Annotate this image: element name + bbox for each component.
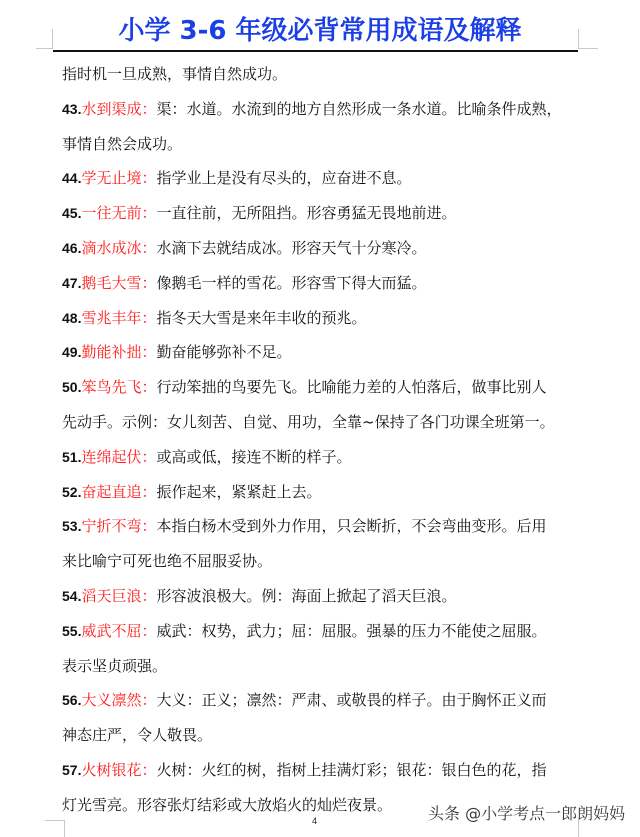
watermark-text: 头条 @小学考点一郎朗妈妈 (428, 804, 626, 823)
idiom-term: 学无止境 (81, 169, 142, 188)
idiom-term: 一往无前 (81, 204, 142, 223)
idiom-colon: ： (141, 447, 157, 466)
idiom-colon: ： (141, 378, 157, 397)
entry-number: 56. (62, 692, 82, 709)
idiom-definition: 振作起来，紧紧赶上去。 (156, 482, 322, 501)
idiom-term: 鹅毛大雪 (81, 273, 142, 292)
idiom-entry-47 (62, 266, 582, 301)
idiom-entry-52 (62, 475, 582, 510)
idiom-colon: ： (141, 621, 157, 640)
idiom-definition: 指学业上是没有尽头的，应奋进不息。 (156, 169, 412, 188)
entry-number: 47. (62, 274, 82, 291)
idiom-colon: ： (141, 586, 157, 605)
idiom-definition: 勤奋能够弥补不足。 (156, 343, 292, 362)
idiom-entry-45 (62, 196, 582, 231)
idiom-definition-cont: 来比喻宁可死也绝不屈服妥协。 (62, 552, 273, 571)
idiom-term: 大义凛然 (81, 691, 142, 710)
idiom-term: 滴水成冰 (81, 238, 142, 257)
idiom-entry-55 (62, 614, 582, 684)
entry-number: 55. (62, 622, 82, 639)
idiom-entry-44 (62, 161, 582, 196)
idiom-list (62, 57, 582, 823)
idiom-entry-50 (62, 370, 582, 440)
idiom-definition: 大义：正义；凛然：严肃、或敬畏的样子。由于胸怀正义而 (156, 691, 547, 710)
idiom-colon: ： (141, 343, 157, 362)
idiom-definition: 火树：火红的树，指树上挂满灯彩；银花：银白色的花，指 (156, 760, 547, 779)
idiom-definition: 形容波浪极大。例：海面上掀起了滔天巨浪。 (156, 586, 457, 605)
idiom-definition: 本指白杨木受到外力作用，只会断折，不会弯曲变形。后用 (156, 517, 547, 536)
idiom-definition: 指冬天大雪是来年丰收的预兆。 (156, 308, 367, 327)
idiom-term: 火树银花 (81, 760, 142, 779)
idiom-entry-49 (62, 335, 582, 370)
idiom-term: 笨鸟先飞 (81, 378, 142, 397)
idiom-colon: ： (141, 169, 157, 188)
entry-number: 46. (62, 239, 82, 256)
entry-number: 49. (62, 344, 82, 361)
idiom-term: 宁折不弯 (81, 517, 142, 536)
idiom-colon: ： (141, 308, 157, 327)
idiom-entry-53 (62, 509, 582, 579)
header-divider (53, 50, 578, 52)
idiom-term: 水到渠成 (81, 99, 142, 118)
idiom-definition-cont: 灯光雪亮。形容张灯结彩或大放焰火的灿烂夜景。 (62, 795, 393, 814)
idiom-entry-56 (62, 683, 582, 753)
entry-number: 54. (62, 587, 82, 604)
entry-number: 52. (62, 483, 82, 500)
page-corner-mark-top-left (52, 29, 53, 49)
idiom-term: 连绵起伏 (81, 447, 142, 466)
page-corner-mark-top-right-h (578, 48, 598, 49)
idiom-definition-cont: 神态庄严，令人敬畏。 (62, 726, 213, 745)
entry-number: 57. (62, 761, 82, 778)
idiom-entry-48 (62, 301, 582, 336)
idiom-definition-cont: 先动手。示例：女儿刻苦、自觉、用功，全靠~保持了各门功课全班第一。 (62, 412, 555, 431)
idiom-term: 勤能补拙 (81, 343, 142, 362)
entry-number: 48. (62, 309, 82, 326)
idiom-definition: 一直往前，无所阻挡。形容勇猛无畏地前进。 (156, 204, 457, 223)
idiom-term: 奋起直追 (81, 482, 142, 501)
idiom-definition: 像鹅毛一样的雪花。形容雪下得大而猛。 (156, 273, 427, 292)
idiom-definition: 水滴下去就结成冰。形容天气十分寒冷。 (156, 238, 427, 257)
idiom-term: 雪兆丰年 (81, 308, 142, 327)
idiom-definition: 行动笨拙的鸟要先飞。比喻能力差的人怕落后，做事比别人 (156, 378, 547, 397)
entry-number: 51. (62, 448, 82, 465)
continuation-line: 指时机一旦成熟，事情自然成功。 (62, 65, 288, 83)
idiom-definition-cont: 事情自然会成功。 (62, 134, 183, 153)
idiom-definition: 渠：水道。水流到的地方自然形成一条水道。比喻条件成熟， (156, 99, 562, 118)
idiom-term: 威武不屈 (81, 621, 142, 640)
idiom-entry-51 (62, 440, 582, 475)
entry-number: 53. (62, 518, 82, 535)
entry-number: 44. (62, 170, 82, 187)
idiom-colon: ： (141, 99, 157, 118)
page-corner-mark-top-right (578, 29, 579, 49)
entry-number: 50. (62, 379, 82, 396)
idiom-entry-43 (62, 92, 582, 162)
idiom-term: 滔天巨浪 (81, 586, 142, 605)
idiom-colon: ： (141, 691, 157, 710)
page-number: 4 (312, 816, 318, 826)
idiom-entry-54 (62, 579, 582, 614)
idiom-colon: ： (141, 760, 157, 779)
entry-number: 45. (62, 205, 82, 222)
idiom-definition: 威武：权势，武力；屈：屈服。强暴的压力不能使之屈服。 (156, 621, 547, 640)
idiom-entry-46 (62, 231, 582, 266)
entry-number: 43. (62, 100, 82, 117)
idiom-definition: 或高或低，接连不断的样子。 (156, 447, 352, 466)
page-title: 小学 3-6 年级必背常用成语及解释 (118, 16, 522, 46)
idiom-colon: ： (141, 482, 157, 501)
page-corner-mark-bottom-left (64, 820, 65, 837)
idiom-colon: ： (141, 517, 157, 536)
page-corner-mark-bottom-left-h (45, 820, 64, 821)
idiom-colon: ： (141, 273, 157, 292)
idiom-colon: ： (141, 238, 157, 257)
page-corner-mark-top-left-h (36, 48, 53, 49)
idiom-definition-cont: 表示坚贞顽强。 (62, 656, 168, 675)
idiom-colon: ： (141, 204, 157, 223)
